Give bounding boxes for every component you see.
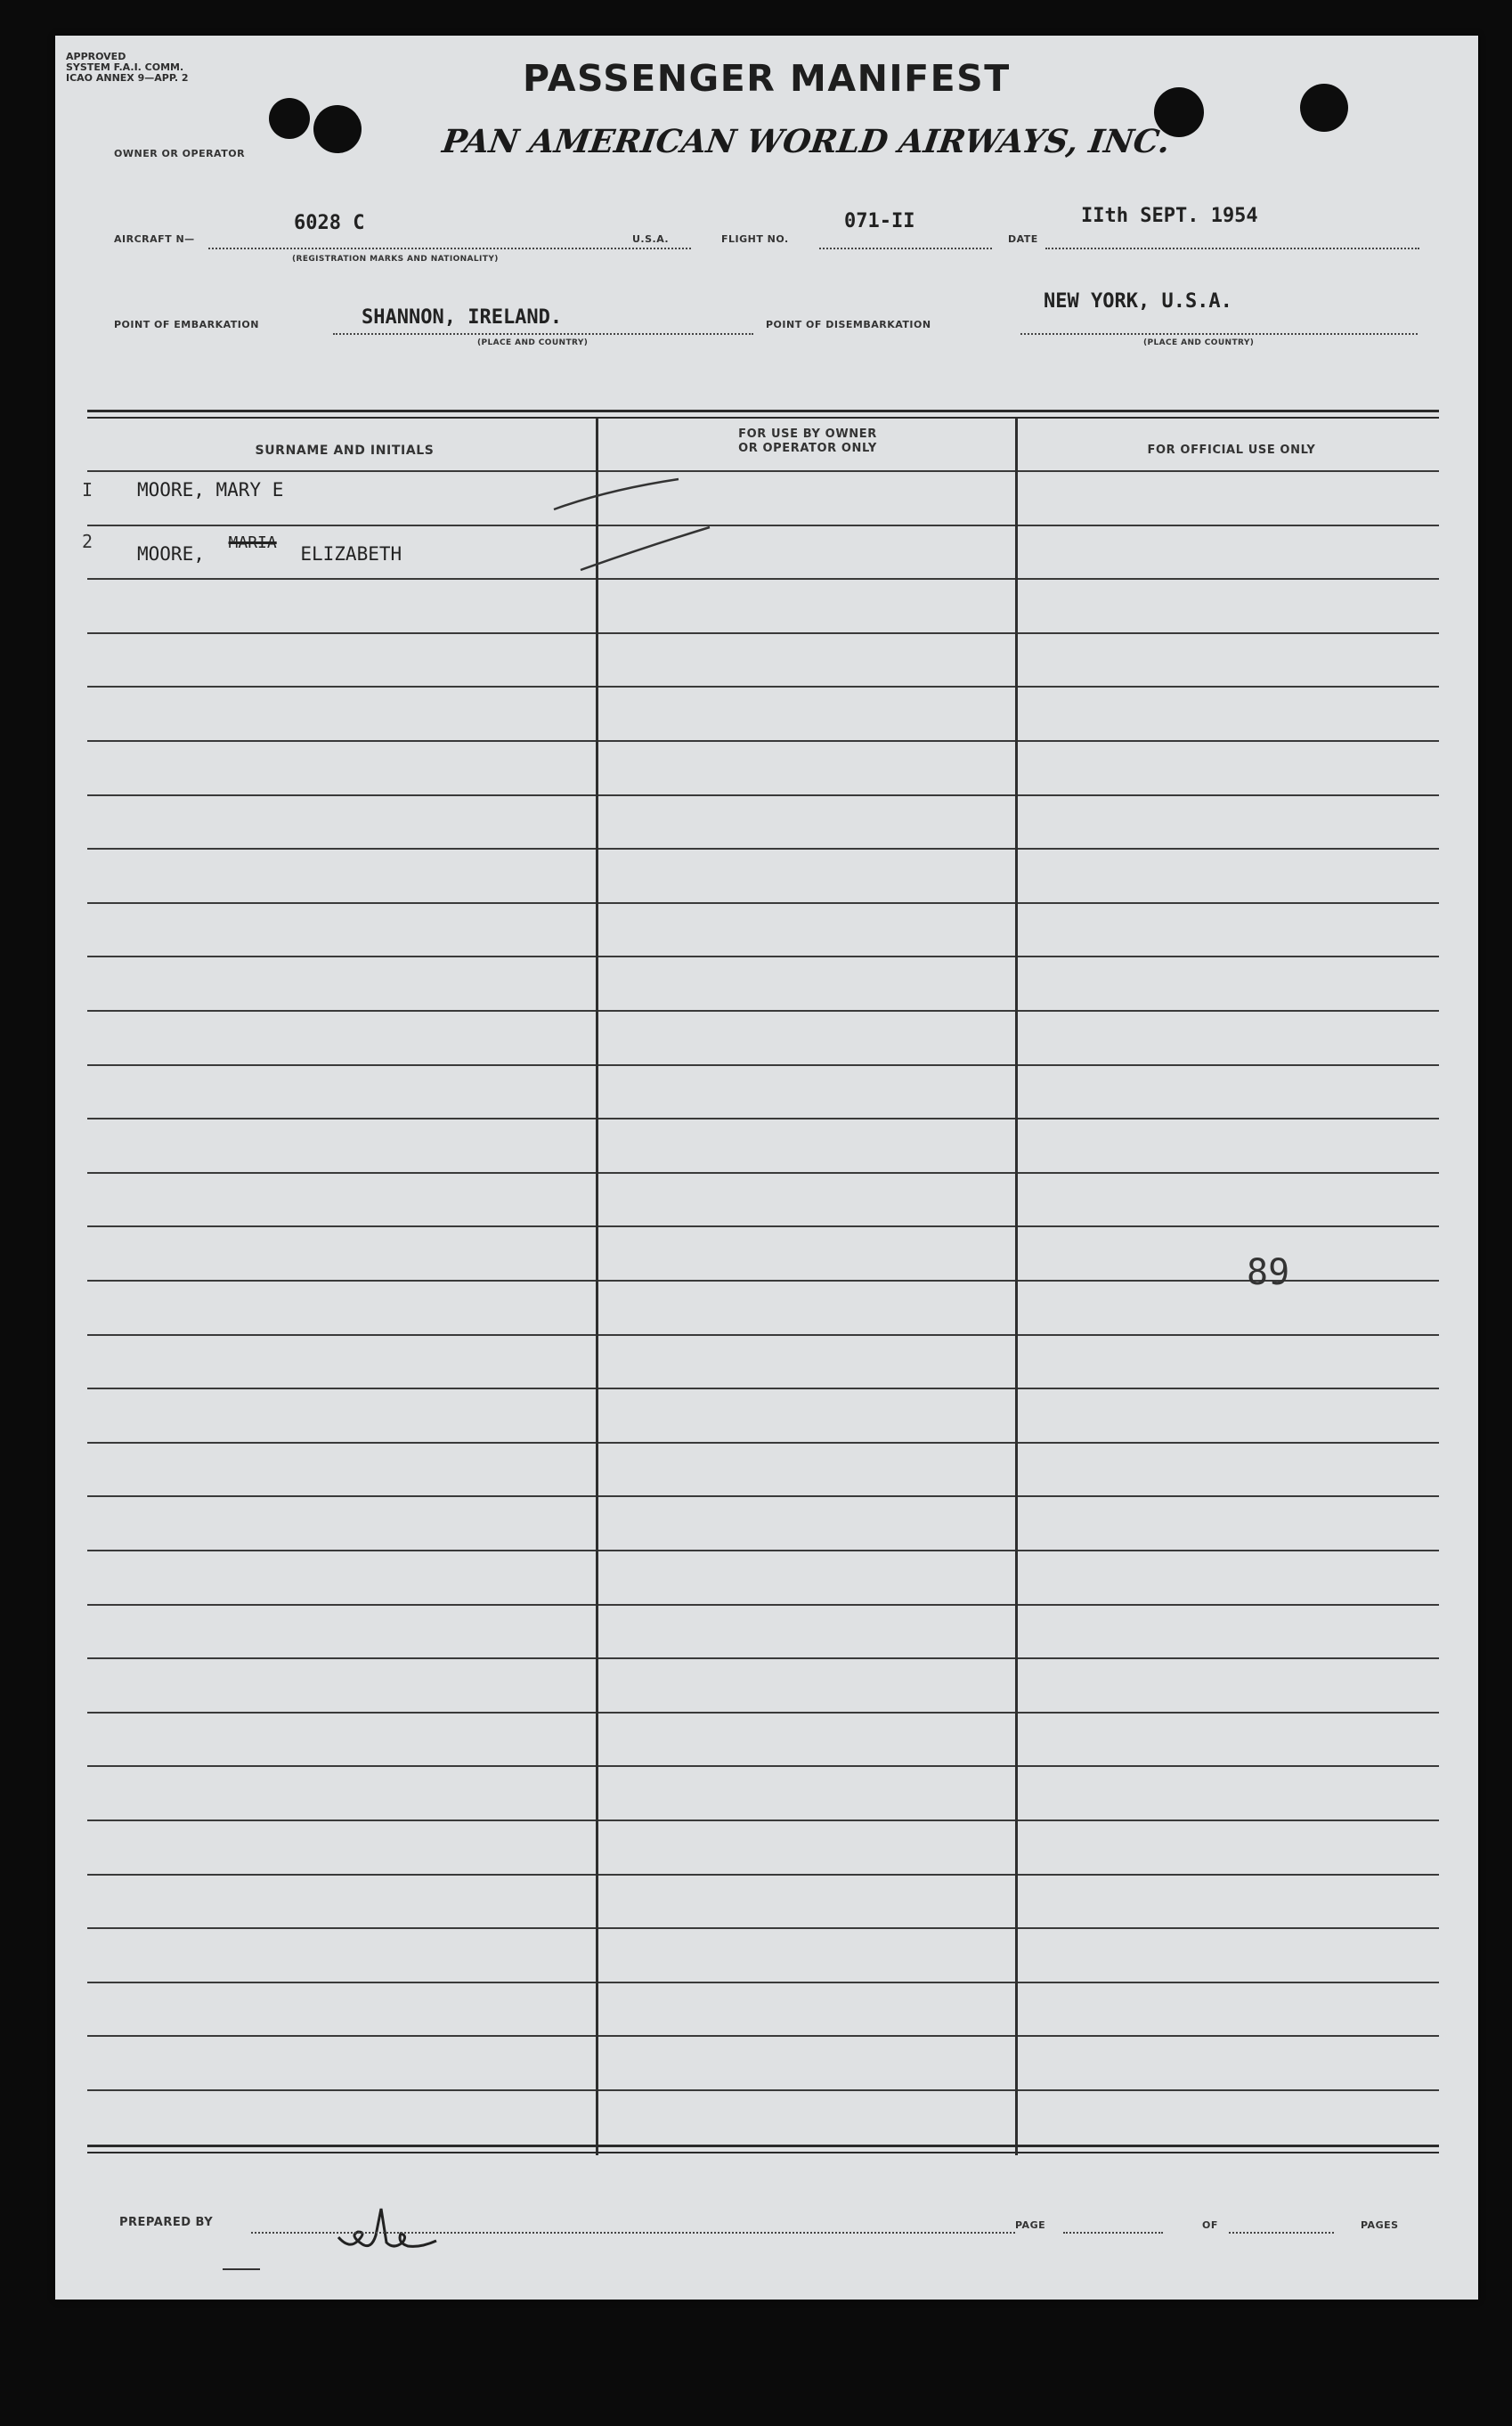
pen-strokes [55,36,1478,2300]
flight-label: FLIGHT NO. [721,233,789,245]
passenger-given-name: ELIZABETH [300,543,402,565]
of-underline [1229,2232,1334,2234]
struck-name: MARIA [228,533,277,552]
row-number: I [82,479,93,501]
page-label: PAGE [1015,2219,1046,2231]
approval-line: ICAO ANNEX 9—APP. 2 [66,72,189,84]
approval-line: SYSTEM F.A.I. COMM. [66,61,184,73]
pages-label: PAGES [1361,2219,1399,2231]
aircraft-value: 6028 C [294,212,365,234]
row-number: 2 [82,531,93,552]
owner-use-line: FOR USE BY OWNER [738,427,877,441]
date-label: DATE [1008,233,1038,245]
embarkation-label: POINT OF EMBARKATION [114,319,259,330]
owner-use-line: OR OPERATOR ONLY [738,442,877,455]
passenger-surname: MOORE, [137,543,205,565]
signature-mark [338,2209,436,2246]
form-title: PASSENGER MANIFEST [523,57,1011,100]
disembarkation-label: POINT OF DISEMBARKATION [766,319,931,330]
page-underline [1063,2232,1163,2234]
embarkation-caption: (PLACE AND COUNTRY) [477,338,589,347]
prepared-by-underline [251,2232,1015,2234]
column-header-official: FOR OFFICIAL USE ONLY [1147,444,1316,457]
owner-operator-label: OWNER OR OPERATOR [114,148,246,159]
nationality-label: U.S.A. [632,233,670,245]
of-label: OF [1202,2219,1218,2231]
aircraft-label: AIRCRAFT N— [114,233,195,245]
stamp-number: 89 [1247,1252,1290,1293]
pen-stroke [554,479,679,509]
pen-stroke [581,527,710,570]
disembarkation-value: NEW YORK, U.S.A. [1044,290,1232,313]
approval-line: APPROVED [66,51,126,62]
embarkation-value: SHANNON, IRELAND. [362,306,563,329]
disembarkation-caption: (PLACE AND COUNTRY) [1143,338,1255,347]
manifest-form [55,36,1478,2300]
registration-caption: (REGISTRATION MARKS AND NATIONALITY) [292,255,499,264]
column-header-surname: SURNAME AND INITIALS [255,444,435,458]
flight-value: 071-II [844,210,915,232]
prepared-by-label: PREPARED BY [119,2216,214,2229]
passenger-name: MOORE, MARY E [137,479,284,501]
date-value: IIth SEPT. 1954 [1081,205,1258,227]
airline-name: PAN AMERICAN WORLD AIRWAYS, INC. [440,123,1173,160]
